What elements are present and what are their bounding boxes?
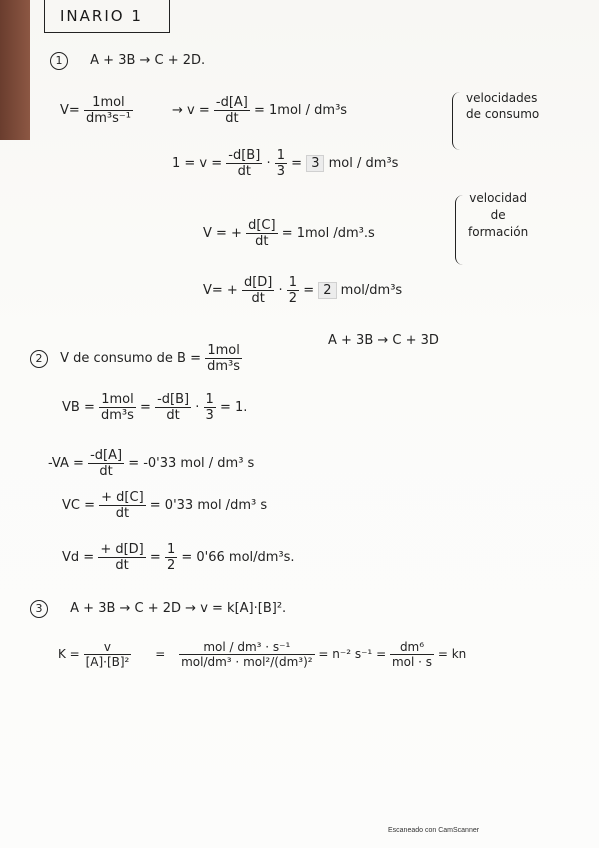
ex2-va: -VA = $\frac{-d[A]}{dt}$ = -0'33 mol / dm³ s bbox=[48, 448, 255, 479]
ex1-rate-D: V= + $\frac{d[D]}{dt}$ · $\frac{1}{2}$ = 2 mol/dm³s bbox=[203, 275, 403, 306]
exercise-2-number: 2 bbox=[30, 350, 48, 368]
ex1-rate-A: → v = $\frac{-d[A]}{dt}$ = 1mol / dm³s bbox=[172, 95, 348, 126]
ex1-rate-C: V = + $\frac{d[C]}{dt}$ = 1mol /dm³.s bbox=[203, 218, 375, 249]
brace-consumo bbox=[452, 92, 463, 150]
exercise-3-heading: 3 A + 3B → C + 2D → v = k[A]·[B]². bbox=[30, 600, 286, 618]
boxed-answer: 2 bbox=[318, 282, 336, 299]
exercise-1-heading bbox=[50, 52, 205, 70]
ex2-vd: Vd = $\frac{+ d[D]}{dt}$ = $\frac{1}{2}$ = 0'66 mol/dm³s. bbox=[62, 542, 295, 573]
ex2-vb: VB = $\frac{\text{1mol}}{\text{dm³s}}$ = $\frac{-d[B]}{dt}$ · $\frac{1}{3}$ = 1. bbox=[62, 392, 248, 423]
exercise-2-heading: 2 V de consumo de B = $\frac{\text{1mol}}{\text{dm³s}}$ bbox=[30, 343, 242, 374]
table-corner bbox=[0, 0, 30, 140]
note-consumo: velocidades de consumo bbox=[466, 91, 540, 121]
brace-formacion bbox=[455, 195, 466, 265]
page-title: INARIO 1 bbox=[60, 7, 143, 25]
exercise-1-reaction: A + 3B → C + 2D. bbox=[90, 53, 206, 68]
ex3-k-derivation: K = $\frac{v}{\text{[A]·[B]²}}$ = $\frac{\text{mol / dm³ · s⁻¹}}{\text{mol/dm³ · mol²/(dm³)²}}$ = n⁻² s⁻¹ = $\frac{\text{dm⁶}}{\text{mol · s}}$ = kn bbox=[58, 640, 467, 669]
scanner-watermark: Escaneado con CamScanner bbox=[388, 827, 480, 834]
note-formacion: velocidad de formación bbox=[468, 191, 529, 239]
ex1-given-rate: V= $\frac{\text{1mol}}{\text{dm³s⁻¹}}$ bbox=[60, 95, 131, 126]
exercise-1-number: 1 bbox=[50, 52, 68, 70]
exercise-3-number: 3 bbox=[30, 600, 48, 618]
exercise-2-reaction: A + 3B → C + 3D bbox=[328, 333, 439, 348]
ex1-rate-B: 1 = v = $\frac{-d[B]}{dt}$ · $\frac{1}{3}$ = 3 mol / dm³s bbox=[172, 148, 399, 179]
boxed-answer: 3 bbox=[306, 155, 324, 172]
ex2-vc: VC = $\frac{+ d[C]}{dt}$ = 0'33 mol /dm³ s bbox=[62, 490, 268, 521]
